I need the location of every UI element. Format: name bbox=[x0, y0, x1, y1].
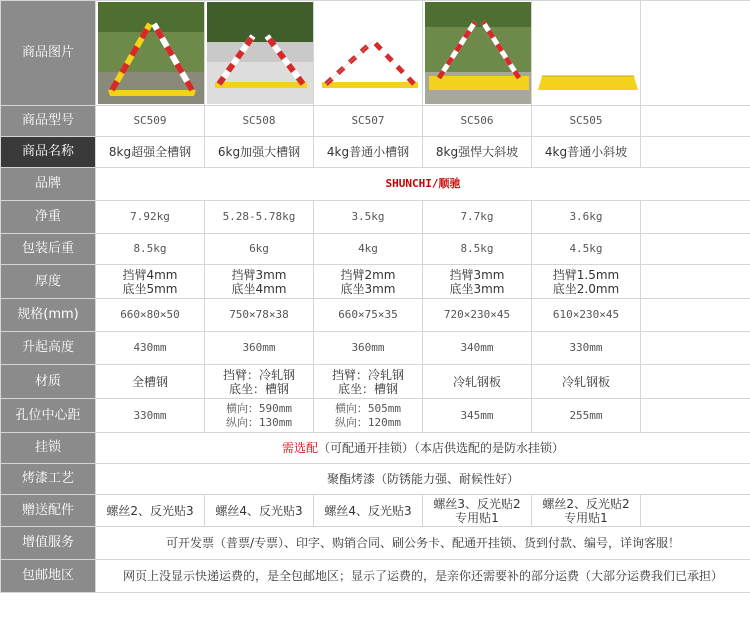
empty-cell bbox=[641, 201, 750, 234]
lock-highlight: 需选配 bbox=[281, 441, 318, 455]
model-sc509: SC509 bbox=[96, 106, 205, 137]
material-sc506: 冷轧钢板 bbox=[423, 365, 532, 399]
name-sc506: 8kg强悍大斜坡 bbox=[423, 137, 532, 168]
label-brand: 品牌 bbox=[1, 168, 96, 201]
lift-sc505: 330mm bbox=[532, 332, 641, 365]
material-sc508: 挡臂：冷轧钢 底坐：槽钢 bbox=[205, 365, 314, 399]
label-paint: 烤漆工艺 bbox=[1, 464, 96, 495]
thickness-sc506: 挡臂3mm 底坐3mm bbox=[423, 265, 532, 299]
row-model bbox=[1, 106, 750, 137]
product-image-sc505 bbox=[532, 1, 641, 106]
product-image-sc506 bbox=[423, 1, 532, 106]
paint-value: 聚酯烤漆（防锈能力强、耐候性好） bbox=[96, 464, 750, 495]
brand-value: SHUNCHI/顺驰 bbox=[96, 168, 750, 201]
lift-sc506: 340mm bbox=[423, 332, 532, 365]
shipping-value: 网页上没显示快递运费的，是全包邮地区；显示了运费的，是亲你还需要补的部分运费（大部分运费我们已承担） bbox=[96, 560, 750, 593]
material-sc505: 冷轧钢板 bbox=[532, 365, 641, 399]
label-name: 商品名称 bbox=[1, 137, 96, 168]
label-gross-weight: 包装后重 bbox=[1, 234, 96, 265]
material-sc509: 全槽钢 bbox=[96, 365, 205, 399]
empty-cell bbox=[641, 265, 750, 299]
label-spec: 规格(mm) bbox=[1, 299, 96, 332]
empty-cell bbox=[641, 495, 750, 527]
row-gross-weight bbox=[1, 234, 750, 265]
gifts-sc508: 螺丝4、反光贴3 bbox=[205, 495, 314, 527]
model-sc508: SC508 bbox=[205, 106, 314, 137]
label-hole-distance: 孔位中心距 bbox=[1, 399, 96, 433]
label-image: 商品图片 bbox=[1, 1, 96, 106]
label-net-weight: 净重 bbox=[1, 201, 96, 234]
lift-sc508: 360mm bbox=[205, 332, 314, 365]
row-shipping bbox=[1, 560, 750, 593]
gross-weight-sc508: 6kg bbox=[205, 234, 314, 265]
hole-sc506: 345mm bbox=[423, 399, 532, 433]
gifts-sc509: 螺丝2、反光贴3 bbox=[96, 495, 205, 527]
row-spec bbox=[1, 299, 750, 332]
gifts-sc506: 螺丝3、反光贴2 专用贴1 bbox=[423, 495, 532, 527]
thickness-sc509: 挡臂4mm 底坐5mm bbox=[96, 265, 205, 299]
thickness-sc505: 挡臂1.5mm 底坐2.0mm bbox=[532, 265, 641, 299]
label-thickness: 厚度 bbox=[1, 265, 96, 299]
spec-sc509: 660×80×50 bbox=[96, 299, 205, 332]
row-net-weight bbox=[1, 201, 750, 234]
spec-sc508: 750×78×38 bbox=[205, 299, 314, 332]
row-lock bbox=[1, 433, 750, 464]
empty-cell bbox=[641, 332, 750, 365]
net-weight-sc505: 3.6kg bbox=[532, 201, 641, 234]
product-image-sc508 bbox=[205, 1, 314, 106]
services-value: 可开发票（普票/专票）、印字、购销合同、刷公务卡、配通开挂锁、货到付款、编号，详询客服！ bbox=[96, 527, 750, 560]
label-material: 材质 bbox=[1, 365, 96, 399]
product-image-sc509 bbox=[96, 1, 205, 106]
row-image bbox=[1, 1, 750, 106]
net-weight-sc507: 3.5kg bbox=[314, 201, 423, 234]
label-model: 商品型号 bbox=[1, 106, 96, 137]
gross-weight-sc509: 8.5kg bbox=[96, 234, 205, 265]
label-lift-height: 升起高度 bbox=[1, 332, 96, 365]
net-weight-sc509: 7.92kg bbox=[96, 201, 205, 234]
label-shipping: 包邮地区 bbox=[1, 560, 96, 593]
label-lock: 挂锁 bbox=[1, 433, 96, 464]
name-sc505: 4kg普通小斜坡 bbox=[532, 137, 641, 168]
gifts-sc505: 螺丝2、反光贴2 专用贴1 bbox=[532, 495, 641, 527]
row-hole-distance bbox=[1, 399, 750, 433]
empty-cell bbox=[641, 1, 750, 106]
row-gifts bbox=[1, 495, 750, 527]
gifts-sc507: 螺丝4、反光贴3 bbox=[314, 495, 423, 527]
spec-sc506: 720×230×45 bbox=[423, 299, 532, 332]
hole-sc508: 横向：590mm 纵向：130mm bbox=[205, 399, 314, 433]
row-material bbox=[1, 365, 750, 399]
lock-detail: （可配通开挂锁）（本店供选配的是防水挂锁） bbox=[318, 441, 565, 455]
label-services: 增值服务 bbox=[1, 527, 96, 560]
row-thickness bbox=[1, 265, 750, 299]
lift-sc507: 360mm bbox=[314, 332, 423, 365]
label-gifts: 赠送配件 bbox=[1, 495, 96, 527]
name-sc507: 4kg普通小槽钢 bbox=[314, 137, 423, 168]
name-sc508: 6kg加强大槽钢 bbox=[205, 137, 314, 168]
empty-cell bbox=[641, 234, 750, 265]
row-lift-height bbox=[1, 332, 750, 365]
row-paint bbox=[1, 464, 750, 495]
thickness-sc508: 挡臂3mm 底坐4mm bbox=[205, 265, 314, 299]
name-sc509: 8kg超强全槽钢 bbox=[96, 137, 205, 168]
net-weight-sc508: 5.28-5.78kg bbox=[205, 201, 314, 234]
hole-sc507: 横向：505mm 纵向：120mm bbox=[314, 399, 423, 433]
model-sc507: SC507 bbox=[314, 106, 423, 137]
lift-sc509: 430mm bbox=[96, 332, 205, 365]
gross-weight-sc506: 8.5kg bbox=[423, 234, 532, 265]
material-sc507: 挡臂：冷轧钢 底坐：槽钢 bbox=[314, 365, 423, 399]
hole-sc505: 255mm bbox=[532, 399, 641, 433]
gross-weight-sc505: 4.5kg bbox=[532, 234, 641, 265]
spec-sc507: 660×75×35 bbox=[314, 299, 423, 332]
hole-sc509: 330mm bbox=[96, 399, 205, 433]
lock-value bbox=[96, 433, 750, 464]
gross-weight-sc507: 4kg bbox=[314, 234, 423, 265]
empty-cell bbox=[641, 299, 750, 332]
spec-sc505: 610×230×45 bbox=[532, 299, 641, 332]
model-sc505: SC505 bbox=[532, 106, 641, 137]
empty-cell bbox=[641, 137, 750, 168]
thickness-sc507: 挡臂2mm 底坐3mm bbox=[314, 265, 423, 299]
row-services bbox=[1, 527, 750, 560]
model-sc506: SC506 bbox=[423, 106, 532, 137]
empty-cell bbox=[641, 106, 750, 137]
net-weight-sc506: 7.7kg bbox=[423, 201, 532, 234]
empty-cell bbox=[641, 365, 750, 399]
row-name bbox=[1, 137, 750, 168]
row-brand bbox=[1, 168, 750, 201]
empty-cell bbox=[641, 399, 750, 433]
product-image-sc507 bbox=[314, 1, 423, 106]
